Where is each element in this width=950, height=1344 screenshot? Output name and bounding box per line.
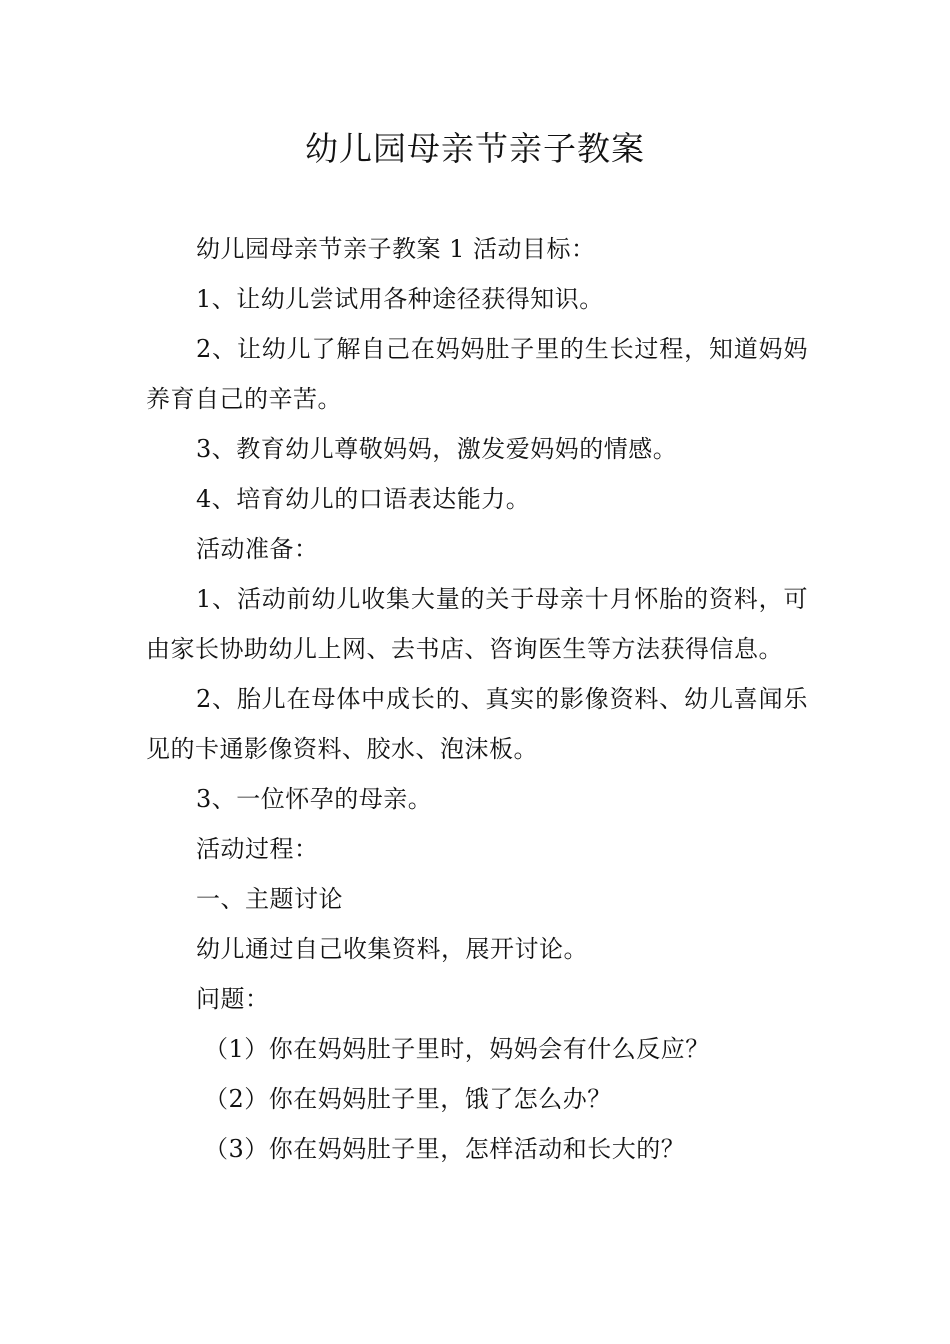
subsection-heading-discussion: 一、主题讨论 xyxy=(196,885,343,913)
preparation-1: 1、活动前幼儿收集大量的关于母亲十月怀胎的资料，可由家长协助幼儿上网、去书店、咨询医生等方法获得信息。 xyxy=(146,585,808,663)
preparation-3: 3、一位怀孕的母亲。 xyxy=(196,785,433,813)
objective-4: 4、培育幼儿的口语表达能力。 xyxy=(196,485,531,513)
question-1: （1）你在妈妈肚子里时，妈妈会有什么反应？ xyxy=(204,1035,710,1063)
discussion-description: 幼儿通过自己收集资料，展开讨论。 xyxy=(196,935,588,963)
paragraph-intro-objectives: 幼儿园母亲节亲子教案 1 活动目标： xyxy=(196,235,596,263)
document-body xyxy=(146,224,808,1174)
section-heading-preparation: 活动准备： xyxy=(196,535,319,563)
objective-2: 2、让幼儿了解自己在妈妈肚子里的生长过程，知道妈妈养育自己的辛苦。 xyxy=(146,335,808,413)
question-2: （2）你在妈妈肚子里，饿了怎么办？ xyxy=(204,1085,612,1113)
question-3: （3）你在妈妈肚子里，怎样活动和长大的？ xyxy=(204,1135,686,1163)
document-title: 幼儿园母亲节亲子教案 xyxy=(305,129,645,168)
objective-1: 1、让幼儿尝试用各种途径获得知识。 xyxy=(196,285,604,313)
questions-label: 问题： xyxy=(196,985,270,1013)
section-heading-process: 活动过程： xyxy=(196,835,319,863)
preparation-2: 2、胎儿在母体中成长的、真实的影像资料、幼儿喜闻乐见的卡通影像资料、胶水、泡沫板。 xyxy=(146,685,808,763)
objective-3: 3、教育幼儿尊敬妈妈，激发爱妈妈的情感。 xyxy=(196,435,678,463)
